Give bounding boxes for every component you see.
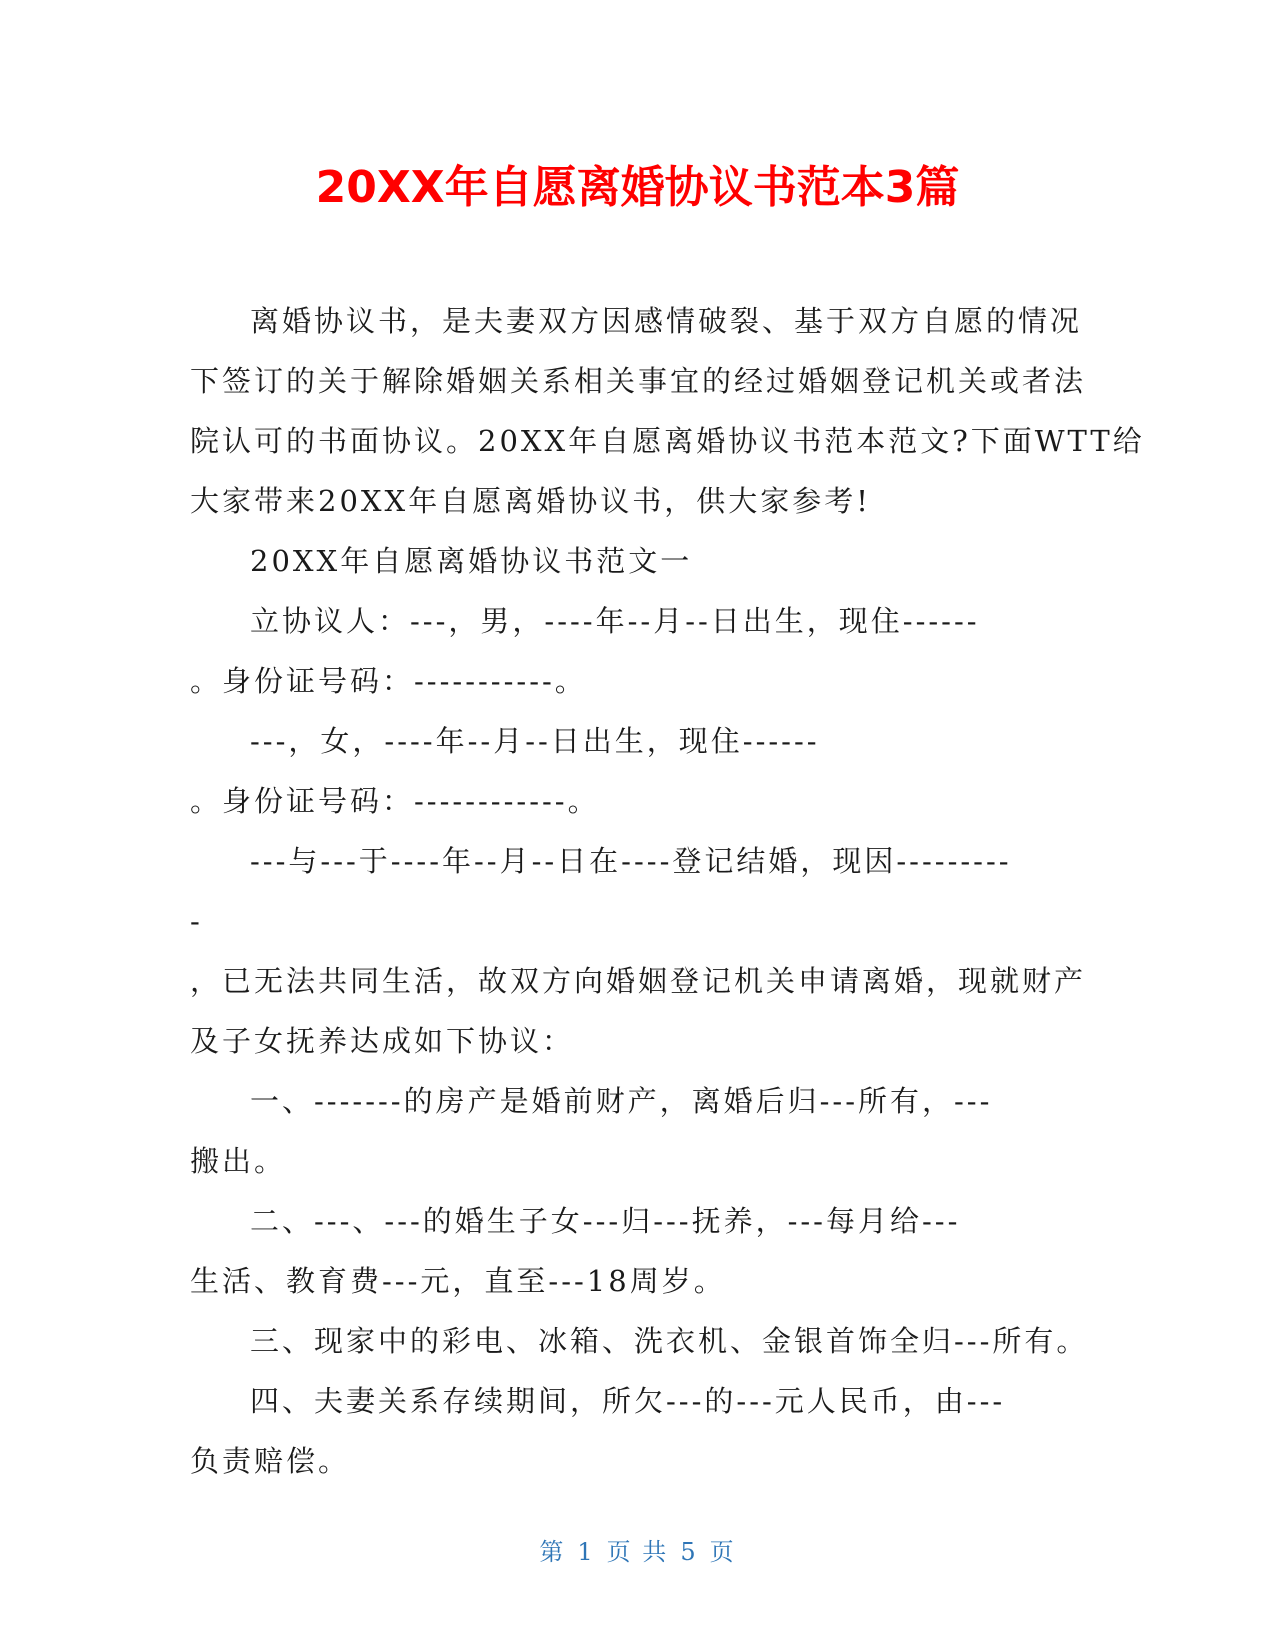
paragraph-line: ---与---于----年--月--日在----登记结婚，现因---------	[250, 844, 1012, 878]
paragraph-line: -	[190, 904, 203, 938]
total-pages-number: 5	[680, 1538, 698, 1566]
paragraph-line: 立协议人：---，男，----年--月--日出生，现住------	[250, 604, 980, 638]
document-title: 20XX年自愿离婚协议书范本3篇	[315, 162, 960, 213]
paragraph-line: 大家带来20XX年自愿离婚协议书，供大家参考!	[190, 484, 871, 518]
paragraph-line: 搬出。	[190, 1144, 287, 1178]
current-page-number: 1	[577, 1538, 595, 1566]
footer-prefix: 第	[539, 1538, 566, 1566]
footer-mid: 页 共	[606, 1538, 669, 1566]
paragraph-line: ---，女，----年--月--日出生，现住------	[250, 724, 820, 758]
paragraph-line: 负责赔偿。	[190, 1444, 351, 1478]
document-body	[190, 291, 1145, 1491]
paragraph-line: 一、-------的房产是婚前财产，离婚后归---所有，---	[250, 1084, 993, 1118]
paragraph-line: 院认可的书面协议。20XX年自愿离婚协议书范本范文?下面WTT给	[190, 424, 1145, 458]
paragraph-line: 生活、教育费---元，直至---18周岁。	[190, 1264, 726, 1298]
paragraph-line: 及子女抚养达成如下协议：	[190, 1024, 575, 1058]
paragraph-line: ，已无法共同生活，故双方向婚姻登记机关申请离婚，现就财产	[190, 964, 1087, 998]
paragraph-line: 。身份证号码：------------。	[190, 784, 600, 818]
paragraph-line: 三、现家中的彩电、冰箱、洗衣机、金银首饰全归---所有。	[250, 1324, 1089, 1358]
page-footer	[0, 1532, 1275, 1567]
paragraph-line: 下签订的关于解除婚姻关系相关事宜的经过婚姻登记机关或者法	[190, 364, 1087, 398]
footer-suffix: 页	[709, 1538, 736, 1566]
paragraph-line: 二、---、---的婚生子女---归---抚养，---每月给---	[250, 1204, 961, 1238]
section-heading: 20XX年自愿离婚协议书范文一	[250, 544, 693, 578]
paragraph-line: 离婚协议书，是夫妻双方因感情破裂、基于双方自愿的情况	[250, 304, 1083, 338]
paragraph-line: 四、夫妻关系存续期间，所欠---的---元人民币，由---	[250, 1384, 1006, 1418]
paragraph-line: 。身份证号码：-----------。	[190, 664, 587, 698]
